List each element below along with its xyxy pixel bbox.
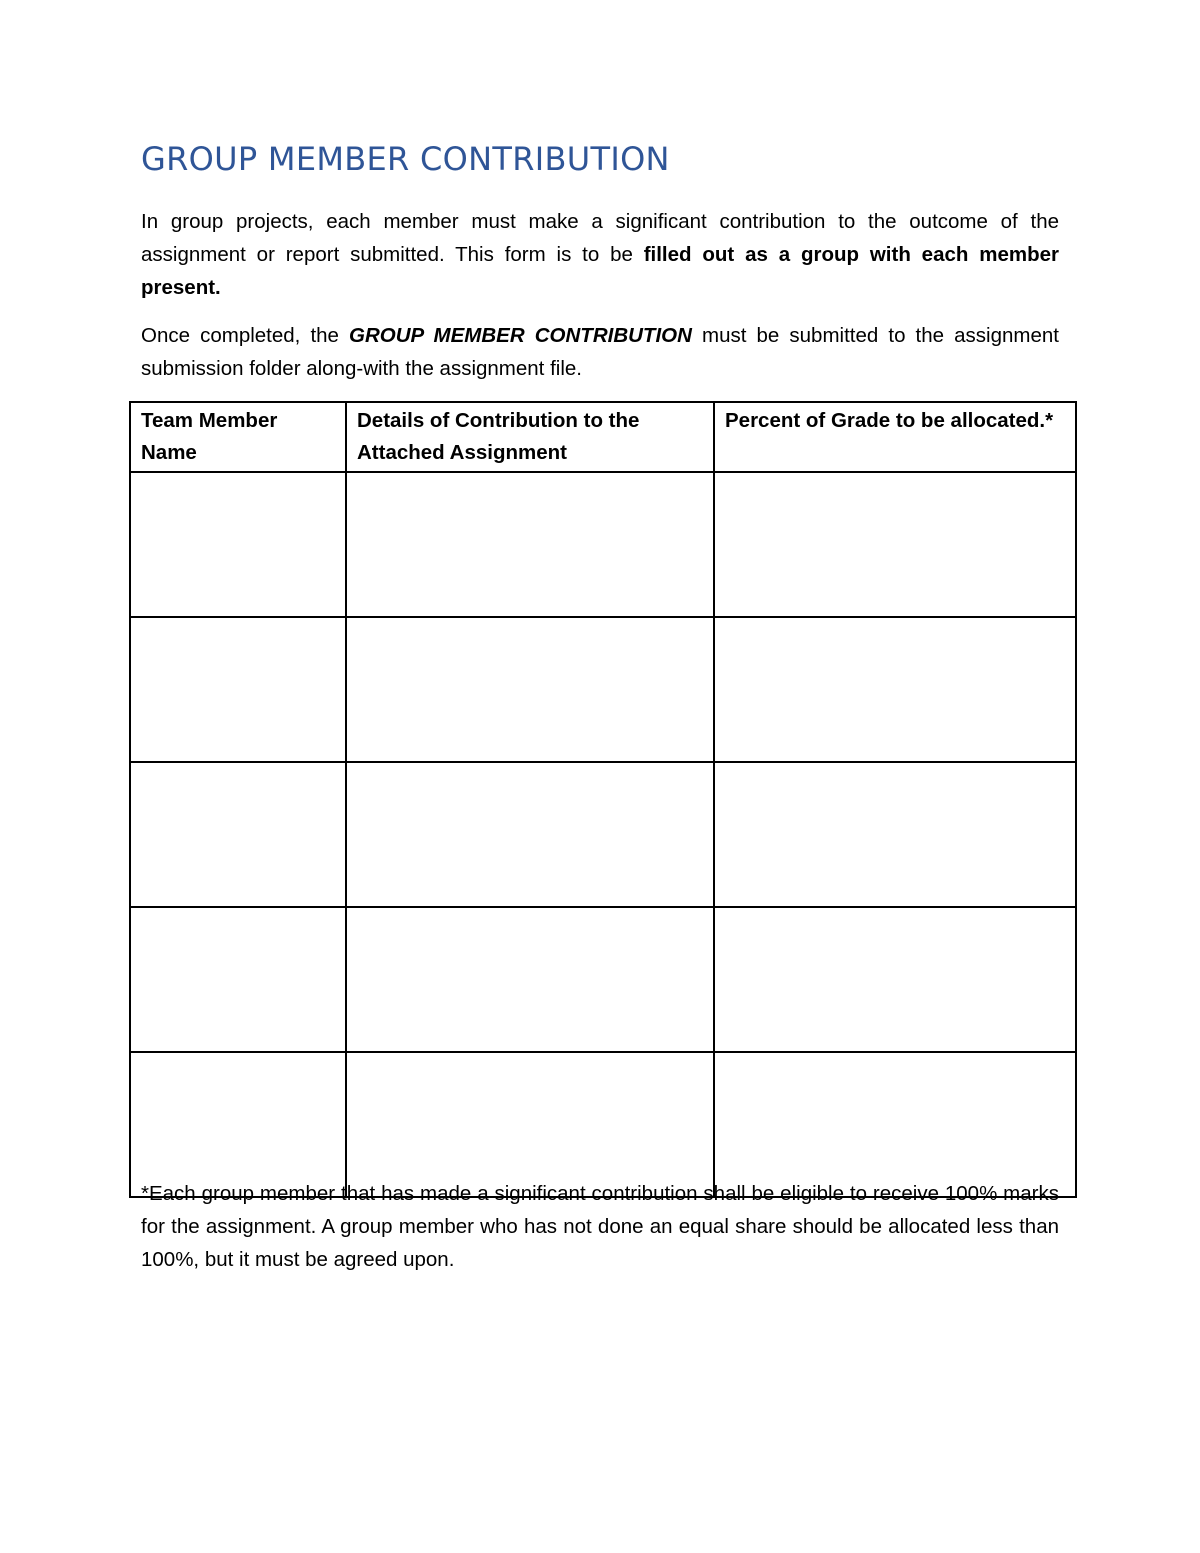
table-row [130,472,1076,617]
page-title: GROUP MEMBER CONTRIBUTION [141,140,670,178]
header-percent-grade: Percent of Grade to be allocated.* [714,402,1076,472]
contribution-details-cell[interactable] [346,472,714,617]
intro-bold-text: filled out as a group with each member present. [141,243,1059,299]
table-row [130,617,1076,762]
member-name-cell[interactable] [130,1052,346,1197]
percent-grade-cell[interactable] [714,1052,1076,1197]
intro-text: In group projects, each member must make a significant contribution to the outcome of the assignment or report submitted. This form is to be [141,210,1059,266]
intro-paragraph [141,205,1059,304]
percent-grade-cell[interactable] [714,472,1076,617]
submission-text-before: Once completed, the [141,324,350,347]
table-row [130,1052,1076,1197]
submission-paragraph [141,319,1059,385]
table-row [130,907,1076,1052]
contribution-details-cell[interactable] [346,1052,714,1197]
member-name-cell[interactable] [130,762,346,907]
contribution-table [129,401,1077,1198]
submission-form-name: GROUP MEMBER CONTRIBUTION [349,324,692,347]
header-team-member-name: Team Member Name [130,402,346,472]
member-name-cell[interactable] [130,617,346,762]
percent-grade-cell[interactable] [714,762,1076,907]
contribution-details-cell[interactable] [346,617,714,762]
member-name-cell[interactable] [130,907,346,1052]
percent-grade-cell[interactable] [714,617,1076,762]
percent-grade-cell[interactable] [714,907,1076,1052]
submission-text-after: must be submitted to the assignment submission folder along-with the assignment file. [141,324,1059,380]
contribution-details-cell[interactable] [346,907,714,1052]
contribution-details-cell[interactable] [346,762,714,907]
table-row [130,762,1076,907]
header-contribution-details: Details of Contribution to the Attached Assignment [346,402,714,472]
member-name-cell[interactable] [130,472,346,617]
table-header-row [130,402,1076,472]
footnote: *Each group member that has made a significant contribution shall be eligible to receive 100% marks for the assignment. A group member who has not done an equal share should be allocated less than 100%, but it must be agreed upon. [141,1182,1059,1271]
